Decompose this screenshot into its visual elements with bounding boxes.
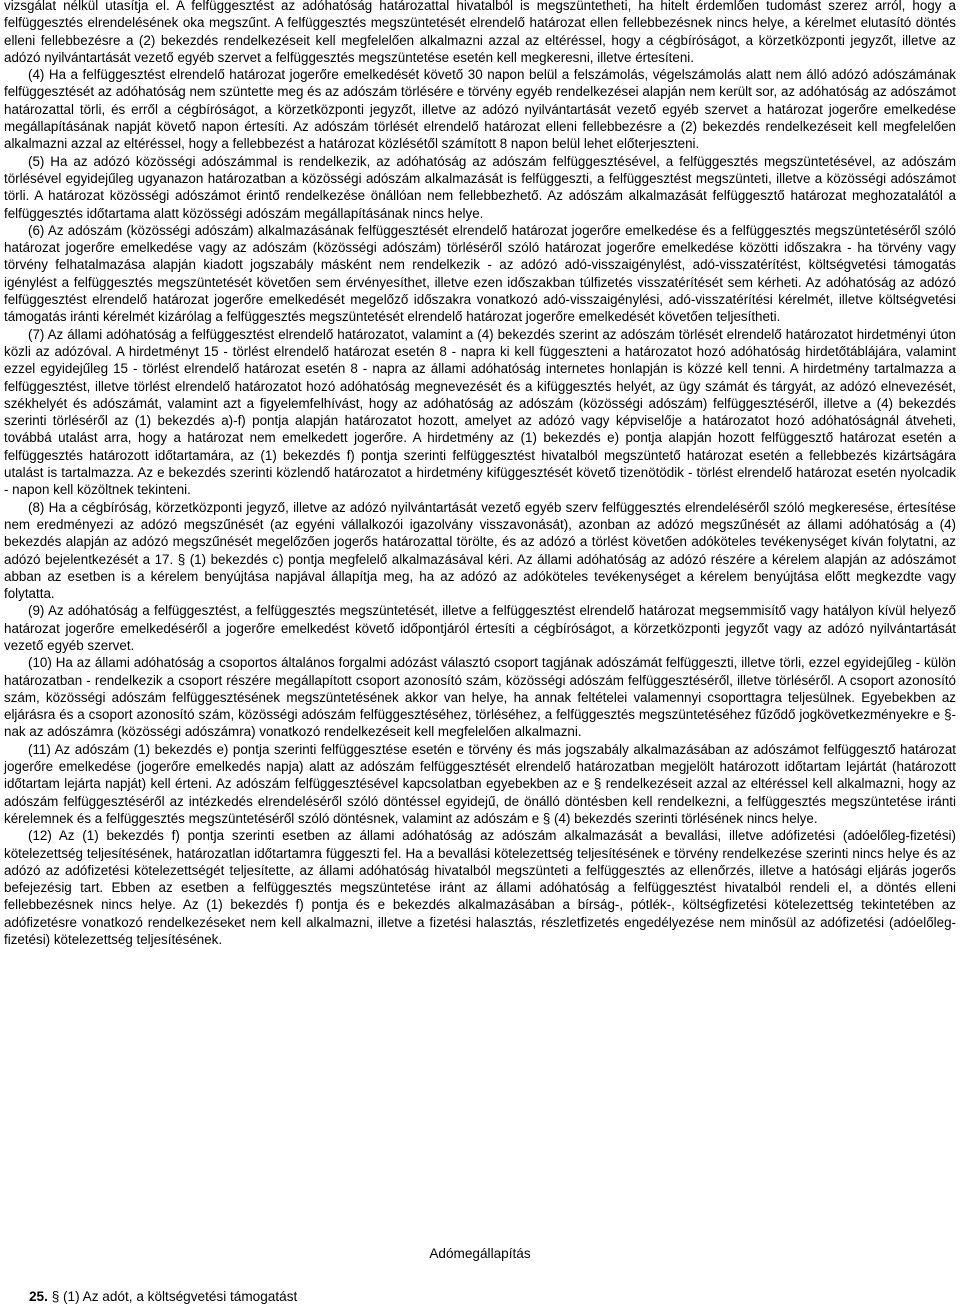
paragraph-8: (8) Ha a cégbíróság, körzetközponti jegyző, illetve az adózó nyilvántartását vezető egyéb szerv felfüggesztés elrendeléséről szóló megkeresése, értesítése nem eredményezi az adózó megszűnését (az egyéni vállalkozói igazolvány visszavonását), azonban az adózó megszűnését az állami adóhatóság a (4) bekezdés alapján az adózó megszűnését megelőzően jogerős határozattal törölte, és az adózó a törlést követően adóköteles tevékenységet kíván folytatni, az adózó bejelentkezését a 17. § (1) bekezdés c) pontja megfelelő alkalmazásával kéri. Az állami adóhatóság az adózó részére a kérelem alapján az adószámot abban az esetben is a kérelem benyújtása napjával állapítja meg, ha az adózó az adóköteles tevékenységet a kérelem benyújtása előtt megkezdte vagy folytatta. — [4, 499, 956, 602]
paragraph-10: (10) Ha az állami adóhatóság a csoportos általános forgalmi adózást választó csoport tagjának adószámát felfüggeszti, illetve törli, ezzel egyidejűleg - külön határozatban - rendelkezik a csoport részére megállapított csoport azonosító szám, közösségi adószám felfüggesztéséről, illetve törléséről. A csoport azonosító szám, közösségi adószám felfüggesztésének megszüntetésének akkor van helye, ha annak feltételei valamennyi csoporttagra teljesülnek. Egyebekben az eljárásra és a csoport azonosító szám, közösségi adószám felfüggesztéséhez, törléséhez, a felfüggesztés megszüntetéséhez fűződő jogkövetkezményekre e §-nak az adószámra (közösségi adószámra) vonatkozó rendelkezéseit kell megfelelően alkalmazni. — [4, 655, 956, 740]
paragraph-12: (12) Az (1) bekezdés f) pontja szerinti esetben az állami adóhatóság az adószám alkalmazását a bevallási, illetve adófizetési (adóelőleg-fizetési) kötelezettség teljesítésének, határozatlan időtartamra függeszti fel. Ha a bevallási kötelezettség teljesítésének e törvény rendelkezése szerinti nincs helye és az adózó az adófizetési kötelezettségét teljesítette, az állami adóhatóság hivatalból megszünteti a felfüggesztés az ellenőrzés, illetve a hatósági eljárás jogerős befejezésig tart. Ebben az esetben a felfüggesztés megszüntetése iránt az állami adóhatóság a felfüggesztést hivatalból rendeli el, a döntés elleni fellebbezésnek nincs helye. Az (1) bekezdés f) pontja és e bekezdés alkalmazásában a bírság-, pótlék-, költségfizetési kötelezettség tekintetében az adófizetésre vonatkozó rendelkezéseket nem kell alkalmazni, illetve a fizetési halasztás, részletfizetés engedélyezése nem minősül az adófizetési (adóelőleg-fizetési) kötelezettség teljesítésének. — [4, 828, 956, 948]
paragraph-4: (4) Ha a felfüggesztést elrendelő határozat jogerőre emelkedését követő 30 napon belül a felszámolás, végelszámolás alatt nem álló adózó adószámának felfüggesztését az adóhatóság nem szüntette meg és az adószám törlésére e törvény egyéb rendelkezései alapján nem került sor, az adóhatóság az adószámot határozattal törli, és erről a cégbíróságot, a körzetközponti jegyzőt, illetve az adózó nyilvántartását vezető egyéb szervet a határozat jogerőre emelkedése megállapításának napját követő napon értesíti. Az adószám törlését elrendelő határozat elleni fellebbezésre a (2) bekezdés rendelkezéseit kell megfelelően alkalmazni azzal az eltéréssel, hogy a fellebbezést a határozat közlésétől számított 8 napon belül lehet előterjeszteni. — [4, 67, 956, 152]
section-title — [29, 1288, 297, 1306]
paragraph-7: (7) Az állami adóhatóság a felfüggesztést elrendelő határozatot, valamint a (4) bekezdés szerint az adószám törlését elrendelő határozatot hirdetményi úton közli az adózóval. A hirdetményt 15 - törlést elrendelő határozat esetén 8 - napra ki kell függeszteni a határozatot hozó adóhatóság hirdetőtáblájára, valamint ezzel egyidejűleg 15 - törlést elrendelő határozat esetén 8 - napra az állami adóhatóság internetes honlapján is közzé kell tenni. A hirdetmény tartalmazza a felfüggesztést, illetve törlést elrendelő határozatot hozó adóhatóság megnevezését és a kifüggesztés helyét, az ügy számát és tárgyát, az adózó elnevezését, székhelyét és adószámát, valamint azt a figyelemfelhívást, hogy az adóhatóság az adószám (közösségi adószám) felfüggesztéséről, illetve a (4) bekezdés szerinti törléséről az (1) bekezdés a)-f) pontja alapján határozatot hozott, amelyet az adózó vagy képviselője a határozatot hozó adóhatóságnál átveheti, továbbá utalást arra, hogy a határozat nem emelkedett jogerőre. A hirdetmény az (1) bekezdés e) pontja alapján hozott felfüggesztő határozat esetén a felfüggesztés határozott időtartamára, az (1) bekezdés f) pontja szerinti felfüggesztést hivatalból megszüntető határozat esetén a fellebbezés kizártságára utalást is tartalmazza. Az e bekezdés szerinti közlendő határozatot a hirdetmény kifüggesztését követő tizenötödik - törlést elrendelő határozat esetén nyolcadik - napon kell közöltnek tekinteni. — [4, 326, 956, 498]
paragraph-6: (6) Az adószám (közösségi adószám) alkalmazásának felfüggesztését elrendelő határozat jogerőre emelkedése és a felfüggesztés megszüntetéséről szóló határozat jogerőre emelkedése vagy az adószám (közösségi adószám) törléséről szóló határozat jogerőre emelkedése közötti időszakra - ha törvény vagy törvény felhatalmazása alapján kiadott jogszabály másként nem rendelkezik - az adózó adó-visszaigénylést, adó-visszatérítést, költségvetési támogatás igénylést a felfüggesztés megszüntetését követően sem érvényesíthet, illetve ezen időszakban túlfizetés visszatérítését sem kérheti. Az adóhatóság az adózó felfüggesztést elrendelő határozat jogerőre emelkedését megelőző időszakra vonatkozó adó-visszaigénylési, adó-visszatérítési kérelmét, illetve költségvetési támogatás iránti kérelmét kizárólag a felfüggesztés megszüntetését elrendelő határozat jogerőre emelkedését követően teljesítheti. — [4, 222, 956, 325]
section-symbol: § — [51, 1289, 60, 1304]
paragraph-11: (11) Az adószám (1) bekezdés e) pontja szerinti felfüggesztése esetén e törvény és más jogszabály alkalmazásában az adószámot felfüggesztő határozat jogerőre emelkedése (jogerőre emelkedés napja) alatt az adószám felfüggesztését elrendelő határozatban megjelölt határozott időtartam lejártát (határozott időtartam lejárta napját) kell érteni. Az adószám felfüggesztésével kapcsolatban egyebekben az e § rendelkezéseit azzal az eltéréssel kell alkalmazni, hogy az adószám felfüggesztéséről az intézkedés elrendeléséről szóló döntéssel egyidejű, de önálló döntésben kell rendelkezni, a felfüggesztés megszüntetése iránti kérelemnek és a felfüggesztés megszüntetéséről szóló döntésnek, valamint az adószám e § (4) bekezdés szerinti törlésének nincs helye. — [4, 741, 956, 826]
paragraph-9: (9) Az adóhatóság a felfüggesztést, a felfüggesztés megszüntetését, illetve a felfüggesztést elrendelő határozat megsemmisítő vagy hatályon kívül helyező határozat jogerőre emelkedéséről a jogerőre emelkedést követő időpontjáról értesíti a cégbíróságot, a körzetközponti jegyzőt vagy az adózó nyilvántartását vezető egyéb szervet. — [4, 603, 956, 653]
paragraph-5: (5) Ha az adózó közösségi adószámmal is rendelkezik, az adóhatóság az adószám felfüggesztésével, a felfüggesztés megszüntetésével, az adószám törlésével egyidejűleg ugyanazon határozatban a közösségi adószám alkalmazását is felfüggeszti, a felfüggesztést megszünteti, illetve a közösségi adószámot törli. A határozat közösségi adószámot érintő rendelkezése önállóan nem fellebbezhető. Az adószám alkalmazását felfüggesztő határozat meghozatalától a felfüggesztés időtartama alatt közösségi adószám megállapításának nincs helye. — [4, 153, 956, 221]
document-body — [4, 0, 956, 948]
section-text: (1) Az adót, a költségvetési támogatást — [63, 1289, 298, 1304]
section-number: 25. — [29, 1289, 48, 1304]
subheading: Adómegállapítás — [429, 1246, 531, 1261]
paragraph-continuation: vizsgálat nélkül utasítja el. A felfüggesztést az adóhatóság határozattal hivatalból is megszüntetheti, ha hitelt érdemlően tudomást szerez arról, hogy a felfüggesztés elrendelésének oka megszűnt. A felfüggesztés megszüntetését elrendelő határozat ellen fellebbezésnek nincs helye, a kérelmet elutasító döntés elleni fellebbezésre a (2) bekezdés rendelkezéseit kell megfelelően alkalmazni azzal az eltéréssel, hogy a cégbíróságot, a körzetközponti jegyzőt, illetve az adózó nyilvántartását vezető egyéb szervet a felfüggesztés megszüntetése esetén kell megkeresni, illetve értesíteni. — [4, 0, 956, 65]
